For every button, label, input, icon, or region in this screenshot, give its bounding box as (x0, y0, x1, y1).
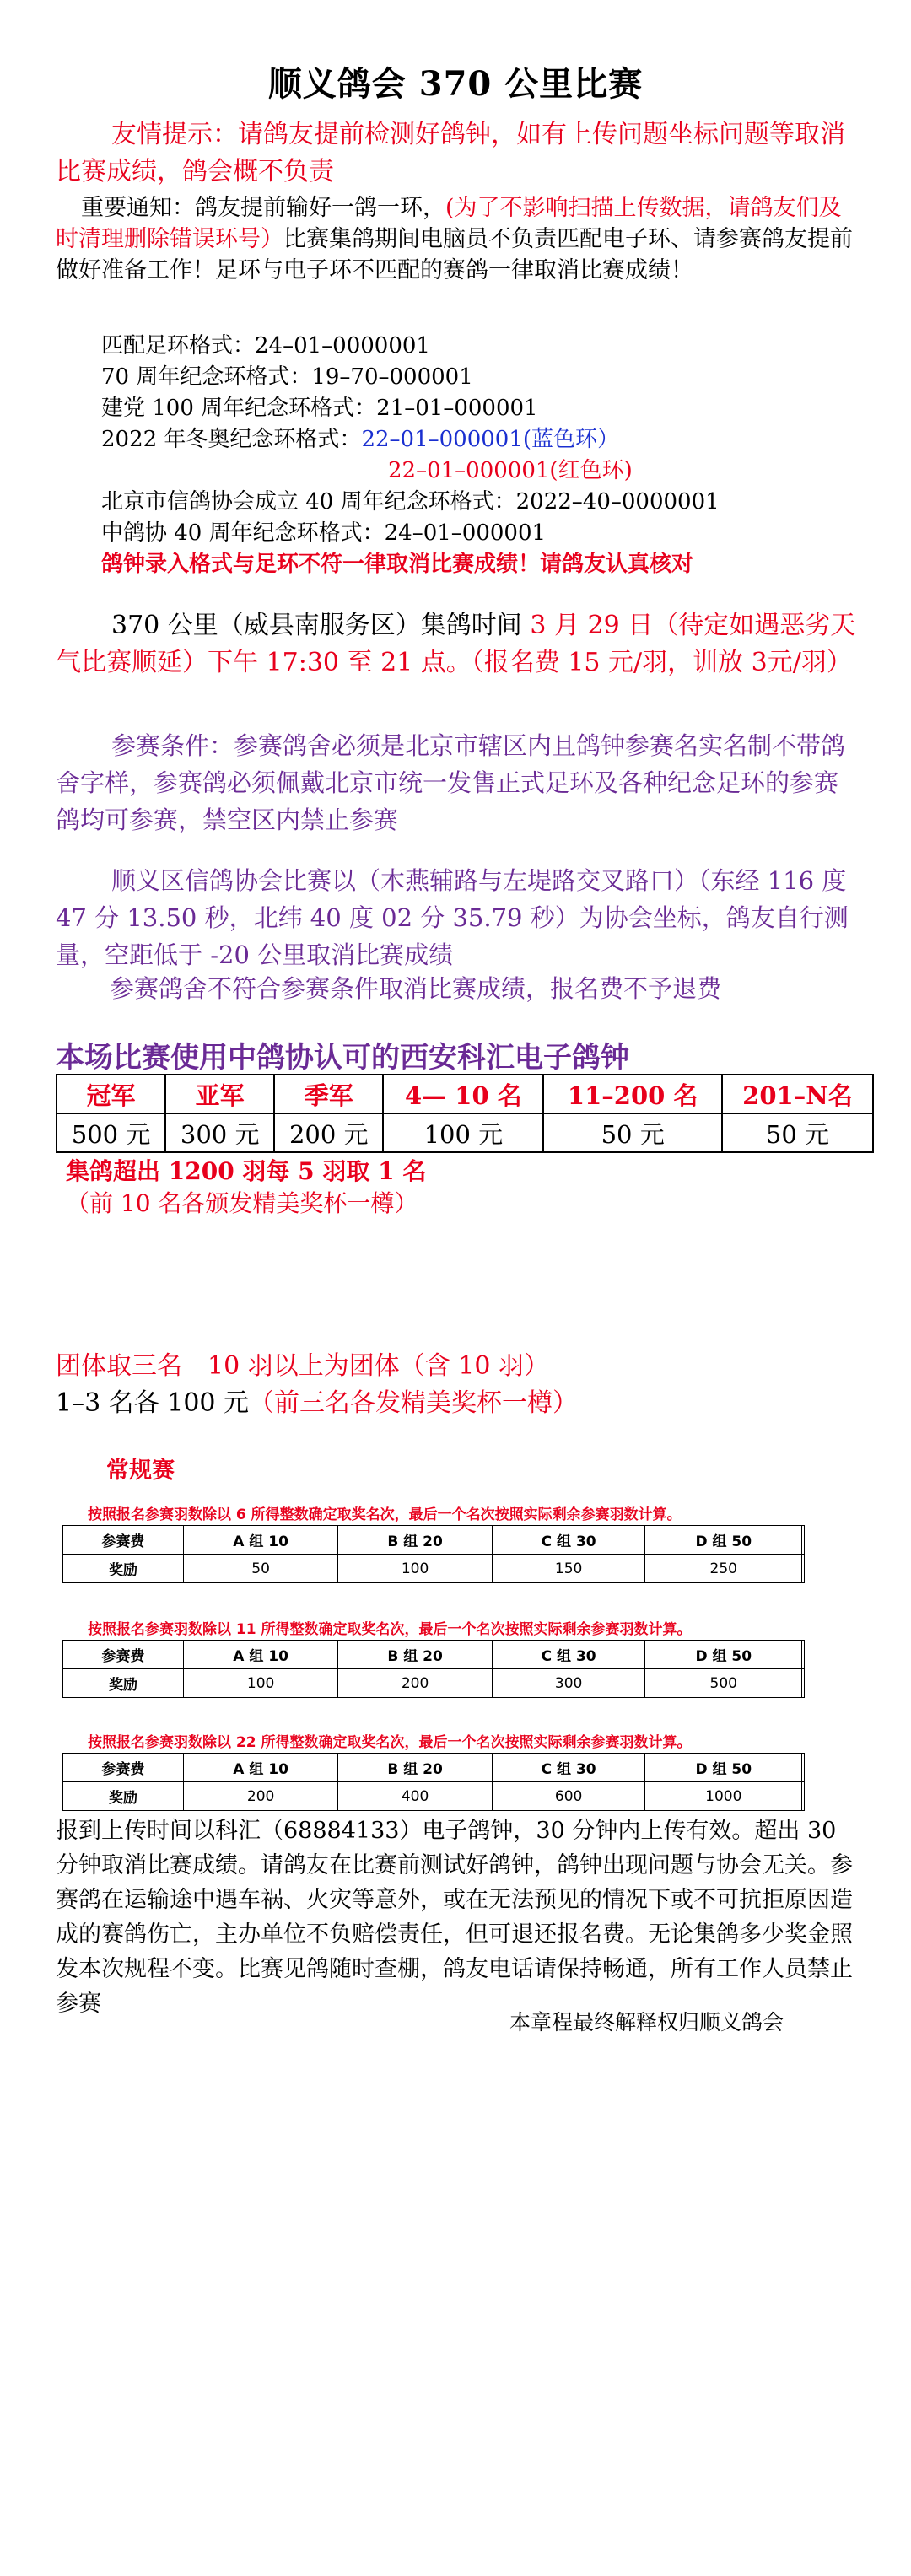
prize-note-line2: （前 10 名各颁发精美奖杯一樽） (66, 1189, 418, 1217)
prize-header: 11–200 名 (543, 1075, 721, 1113)
team-line1: 团体取三名 10 羽以上为团体（含 10 羽） (56, 1351, 549, 1381)
group-table (62, 1753, 805, 1811)
team-line2-black: 1–3 名各 100 元 (56, 1388, 250, 1418)
group-cell: C 组 30 (492, 1754, 644, 1782)
refund-note: 参赛鸽舍不符合参赛条件取消比赛成绩，报名费不予退费 (110, 974, 722, 1003)
group-rule: 按照报名参赛羽数除以 6 所得整数确定取奖名次，最后一个名次按照实际剩余参赛羽数计算。 (88, 1506, 682, 1523)
prize-value: 300 元 (165, 1113, 274, 1152)
format-warning: 鸽钟录入格式与足环不符一律取消比赛成绩！请鸽友认真核对 (101, 552, 694, 577)
group-reward-row (63, 1555, 805, 1583)
group-cell: 1000 (645, 1782, 802, 1811)
format-label: 2022 年冬奥纪念环格式： (101, 427, 362, 452)
group-cell: 参赛费 (63, 1754, 184, 1782)
prize-value: 50 元 (543, 1113, 721, 1152)
group-header-row (63, 1641, 805, 1669)
clock-line: 本场比赛使用中鸽协认可的西安科汇电子鸽钟 (56, 1041, 629, 1075)
prize-header: 季军 (274, 1075, 383, 1113)
group-cell: 600 (492, 1782, 644, 1811)
group-cell: D 组 50 (645, 1526, 802, 1555)
prize-note-line1: 集鸽超出 1200 羽每 5 羽取 1 名 (66, 1157, 427, 1185)
group-cell: 参赛费 (63, 1526, 184, 1555)
prize-header: 4— 10 名 (383, 1075, 543, 1113)
group-cell (802, 1669, 805, 1698)
group-cell (802, 1641, 805, 1669)
group-header-row (63, 1526, 805, 1555)
meet-info (56, 607, 857, 682)
prize-value: 200 元 (274, 1113, 383, 1152)
group-cell: B 组 20 (338, 1754, 493, 1782)
group-cell: 50 (183, 1555, 337, 1583)
important-part3: 比赛集鸽期间电脑员不负责匹配电子环、请参赛鸽友提前做好准备工作！足环与电子环不匹配的赛鸽一律取消比赛成绩！ (56, 226, 853, 283)
prize-value-row (57, 1113, 873, 1152)
format-line: 北京市信鸽协会成立 40 周年纪念环格式：2022–40–0000001 (101, 489, 720, 515)
group-cell: 250 (645, 1555, 802, 1583)
group-cell: 200 (183, 1782, 337, 1811)
format-red-ring: 22–01–000001(红色环) (388, 458, 633, 483)
notice-text: 友情提示：请鸽友提前检测好鸽钟，如有上传问题坐标问题等取消比赛成绩，鸽会概不负责 (56, 120, 845, 186)
group-reward-row (63, 1669, 805, 1698)
group-cell: B 组 20 (338, 1526, 493, 1555)
rules-note: 报到上传时间以科汇（68884133）电子鸽钟，30 分钟内上传有效。超出 30 分钟取消比赛成绩。请鸽友在比赛前测试好鸽钟，鸽钟出现问题与协会无关。参赛鸽在运输途中遇车祸、火灾等意外，或在无法预见的情况下或不可抗拒原因造成的赛鸽伤亡，主办单位不负赔偿责任，但可退还报名费。无论集鸽多少奖金照发本次规程不变。比赛见鸽随时查棚，鸽友电话请保持畅通，所有工作人员禁止参赛 (56, 1818, 853, 2017)
group-cell: A 组 10 (183, 1526, 337, 1555)
group-cell (802, 1555, 805, 1583)
team-line2-red: （前三名各发精美奖杯一樽） (249, 1388, 579, 1418)
notice-paragraph (56, 116, 857, 191)
prize-header-row (57, 1075, 873, 1113)
group-cell: 100 (338, 1555, 493, 1583)
prize-header: 201–N名 (722, 1075, 873, 1113)
team-line2 (56, 1385, 578, 1422)
group-cell: D 组 50 (645, 1754, 802, 1782)
group-cell: A 组 10 (183, 1641, 337, 1669)
format-line: 中鸽协 40 周年纪念环格式：24–01–000001 (101, 520, 547, 546)
prize-header: 冠军 (57, 1075, 165, 1113)
group-cell: 奖励 (63, 1782, 184, 1811)
group-cell: D 组 50 (645, 1641, 802, 1669)
group-cell: B 组 20 (338, 1641, 493, 1669)
prize-value: 500 元 (57, 1113, 165, 1152)
group-rule: 按照报名参赛羽数除以 22 所得整数确定取奖名次，最后一个名次按照实际剩余参赛羽数计算。 (88, 1734, 692, 1751)
group-cell (802, 1754, 805, 1782)
group-cell: 300 (492, 1669, 644, 1698)
important-part1: 重要通知：鸽友提前输好一鸽一环， (81, 195, 445, 221)
format-line: 70 周年纪念环格式：19–70–000001 (101, 364, 473, 390)
conditions-paragraph (56, 727, 857, 838)
regular-heading: 常规赛 (106, 1458, 175, 1484)
format-line: 匹配足环格式：24–01–0000001 (101, 333, 430, 358)
conditions-text: 参赛条件：参赛鸽舍必须是北京市辖区内且鸽钟参赛名实名制不带鸽舍字样，参赛鸽必须佩戴北京市统一发售正式足环及各种纪念足环的参赛鸽均可参赛，禁空区内禁止参赛 (56, 731, 846, 834)
page-title: 顺义鸽会 370 公里比赛 (267, 64, 644, 104)
group-table (62, 1640, 805, 1698)
assoc-text: 顺义区信鸽协会比赛以（木燕辅路与左堤路交叉路口）（东经 116 度 47 分 13.50 秒，北纬 40 度 02 分 35.79 秒）为协会坐标，鸽友自行测量，空距低于 -20 公里取消比赛成绩 (56, 866, 849, 969)
assoc-coordinates-paragraph (56, 862, 857, 973)
important-part2: (为了不影响扫描上传数据，请鸽友们及时清理删除错误环号） (56, 195, 842, 252)
group-header-row (63, 1754, 805, 1782)
footer-note: 本章程最终解释权归顺义鸽会 (509, 2010, 784, 2034)
group-cell: C 组 30 (492, 1641, 644, 1669)
group-cell: 400 (338, 1782, 493, 1811)
group-cell: 200 (338, 1669, 493, 1698)
format-line (101, 424, 720, 455)
format-line: 建党 100 周年纪念环格式：21–01–000001 (101, 396, 538, 421)
group-cell: 参赛费 (63, 1641, 184, 1669)
group-cell: 奖励 (63, 1555, 184, 1583)
group-rule: 按照报名参赛羽数除以 11 所得整数确定取奖名次，最后一个名次按照实际剩余参赛羽数计算。 (88, 1621, 692, 1638)
prize-table (56, 1074, 874, 1153)
group-reward-row (63, 1782, 805, 1811)
group-cell (802, 1526, 805, 1555)
prize-header: 亚军 (165, 1075, 274, 1113)
prize-value: 100 元 (383, 1113, 543, 1152)
meet-part2: 3 月 29 日（待定如遇恶劣天气比赛顺延）下午 17:30 至 21 点。（报名费 15 元/羽，训放 3元/羽） (56, 611, 856, 677)
prize-note (66, 1156, 426, 1220)
ring-formats (101, 331, 720, 580)
group-cell: 150 (492, 1555, 644, 1583)
prize-value: 50 元 (722, 1113, 873, 1152)
team-section (56, 1348, 578, 1422)
format-blue-ring: 22–01–000001(蓝色环） (361, 427, 620, 452)
group-cell: C 组 30 (492, 1526, 644, 1555)
important-notice (56, 192, 857, 286)
group-table (62, 1525, 805, 1583)
group-cell: 100 (183, 1669, 337, 1698)
group-cell: A 组 10 (183, 1754, 337, 1782)
meet-part1: 370 公里（威县南服务区）集鸽时间 (111, 611, 531, 640)
group-cell: 500 (645, 1669, 802, 1698)
group-cell (802, 1782, 805, 1811)
group-cell: 奖励 (63, 1669, 184, 1698)
